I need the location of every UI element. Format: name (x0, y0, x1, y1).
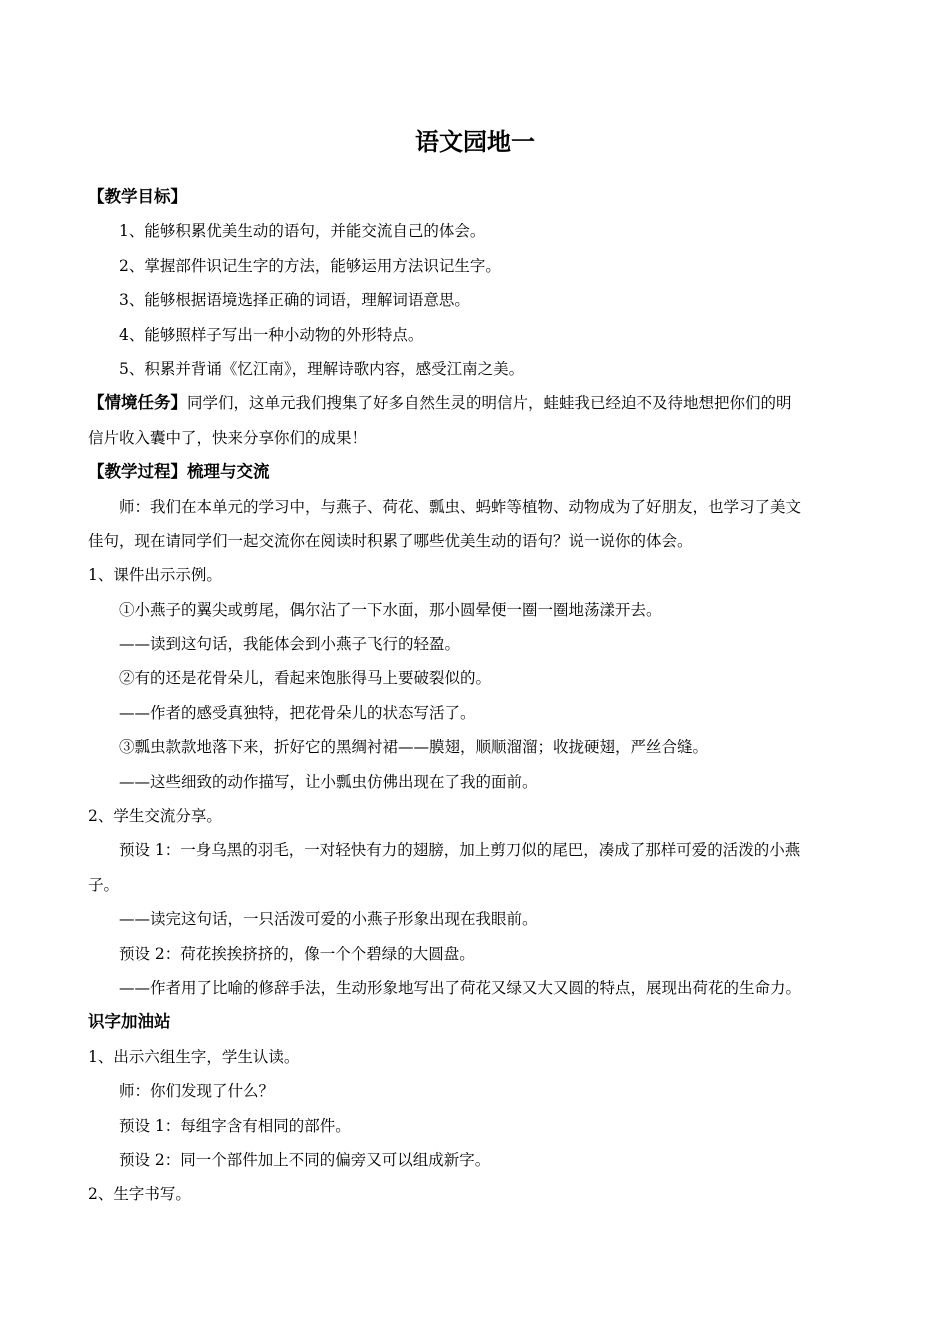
example-sentence: ③瓢虫款款地落下来，折好它的黑绸衬裙——膜翅，顺顺溜溜；收拢硬翅，严丝合缝。 (119, 738, 709, 757)
document-body (88, 180, 864, 1212)
objectives-heading: 【教学目标】 (88, 187, 187, 206)
literacy-step: 1、出示六组生字，学生认读。 (88, 1047, 300, 1066)
example-comment: ——作者的感受真独特，把花骨朵儿的状态写活了。 (119, 703, 476, 722)
preset-line: 预设 1：每组字含有相同的部件。 (119, 1116, 351, 1135)
preset-line: 预设 2：同一个部件加上不同的偏旁又可以组成新字。 (119, 1150, 491, 1169)
teacher-question: 师：你们发现了什么？ (119, 1082, 275, 1101)
process-step: 1、课件出示示例。 (88, 566, 222, 585)
literacy-heading: 识字加油站 (88, 1012, 171, 1032)
preset-comment: ——作者用了比喻的修辞手法，生动形象地写出了荷花又绿又大又圆的特点，展现出荷花的生命力。 (119, 978, 802, 997)
preset-line: 预设 2：荷花挨挨挤挤的，像一个个碧绿的大圆盘。 (119, 944, 475, 963)
task-paragraph-line: 信片收入囊中了，快来分享你们的成果！ (88, 428, 368, 447)
task-heading: 【情境任务】 (88, 393, 187, 413)
task-text: 同学们，这单元我们搜集了好多自然生灵的明信片，蛙蛙我已经迫不及待地想把你们的明 (187, 394, 792, 413)
objective-item: 3、能够根据语境选择正确的词语，理解词语意思。 (119, 291, 470, 310)
process-intro-line: 佳句，现在请同学们一起交流你在阅读时积累了哪些优美生动的语句？说一说你的体会。 (88, 531, 693, 550)
page-title: 语文园地一 (415, 128, 535, 156)
example-comment: ——这些细致的动作描写，让小瓢虫仿佛出现在了我的面前。 (119, 772, 538, 791)
example-sentence: ①小燕子的翼尖或剪尾，偶尔沾了一下水面，那小圆晕便一圈一圈地荡漾开去。 (119, 600, 662, 619)
preset-line: 子。 (88, 875, 120, 894)
task-paragraph-line (88, 386, 864, 420)
objective-item: 4、能够照样子写出一种小动物的外形特点。 (119, 325, 424, 344)
preset-comment: ——读完这句话，一只活泼可爱的小燕子形象出现在我眼前。 (119, 910, 538, 929)
process-heading: 【教学过程】梳理与交流 (88, 462, 270, 482)
process-intro-line: 师：我们在本单元的学习中，与燕子、荷花、瓢虫、蚂蚱等植物、动物成为了好朋友，也学习了美文 (119, 497, 802, 516)
objective-item: 5、积累并背诵《忆江南》，理解诗歌内容，感受江南之美。 (119, 359, 525, 378)
preset-line: 预设 1：一身乌黑的羽毛，一对轻快有力的翅膀，加上剪刀似的尾巴，凑成了那样可爱的活泼的小燕 (119, 841, 801, 860)
example-comment: ——读到这句话，我能体会到小燕子飞行的轻盈。 (119, 635, 461, 654)
process-step: 2、学生交流分享。 (88, 807, 222, 826)
example-sentence: ②有的还是花骨朵儿，看起来饱胀得马上要破裂似的。 (119, 669, 492, 688)
literacy-step: 2、生字书写。 (88, 1185, 191, 1204)
objective-item: 2、掌握部件识记生字的方法，能够运用方法识记生字。 (119, 256, 501, 275)
objective-item: 1、能够积累优美生动的语句，并能交流自己的体会。 (119, 222, 486, 241)
